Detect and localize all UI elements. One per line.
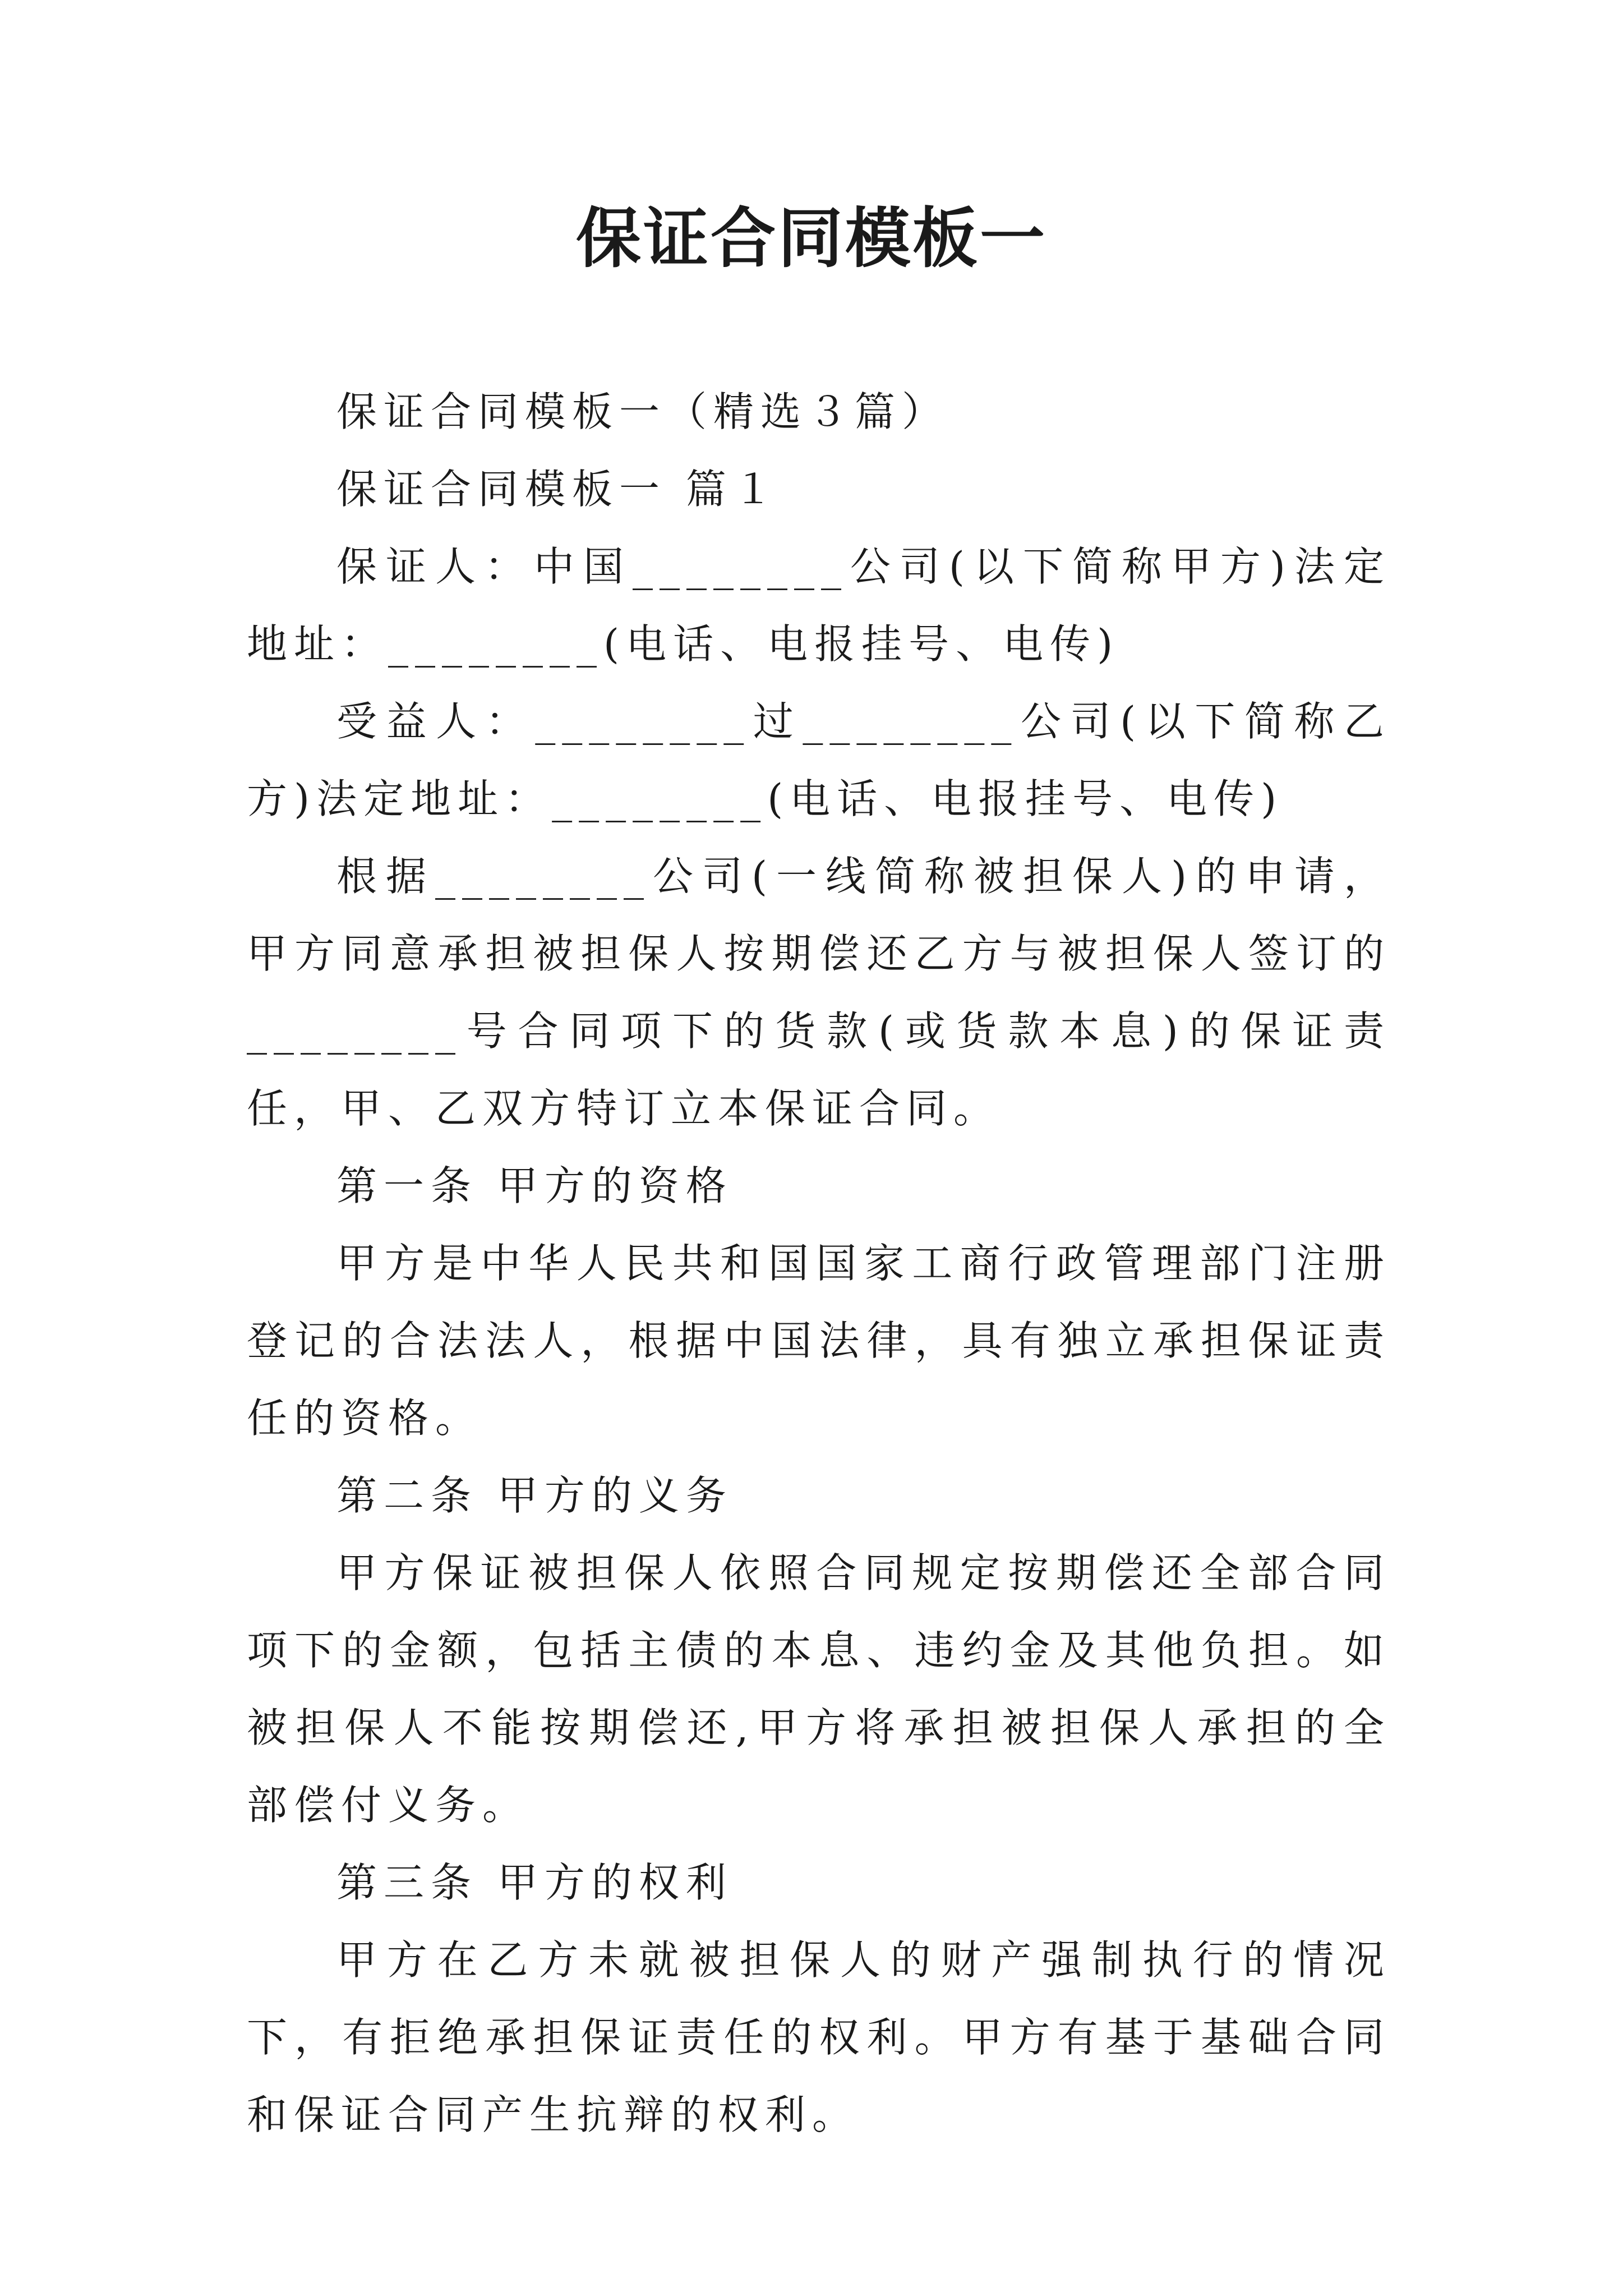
article-1-heading: 第一条 甲方的资格: [336, 1162, 733, 1209]
subtitle-selected: 保证合同模板一（精选３篇）: [336, 388, 949, 435]
article-2-text: 甲方保证被担保人依照合同规定按期偿还全部合同项下的金额，包括主债的本息、违约金及其他负担。如被担保人不能按期偿还,甲方将承担被担保人承担的全部偿付义务。: [247, 1549, 1391, 1829]
article-1-text: 甲方是中华人民共和国国家工商行政管理部门注册登记的合法法人，根据中国法律，具有独立承担保证责任的资格。: [247, 1240, 1391, 1442]
article-3-text: 甲方在乙方未就被担保人的财产强制执行的情况下，有拒绝承担保证责任的权利。甲方有基于基础合同和保证合同产生抗辩的权利。: [247, 1936, 1391, 2138]
document-title: 保证合同模板一: [576, 200, 1047, 277]
document-body: [247, 373, 1391, 2154]
preamble-paragraph: 根据________公司(一线简称被担保人)的申请，甲方同意承担被担保人按期偿还乙方与被担保人签订的________号合同项下的货款(或货款本息)的保证责任，甲、乙双方特订立本保证合同。: [247, 853, 1391, 1132]
beneficiary-paragraph: 受益人：________过________公司(以下简称乙方)法定地址：________(电话、电报挂号、电传): [247, 698, 1391, 822]
guarantor-paragraph: 保证人：中国________公司(以下简称甲方)法定地址：________(电话、电报挂号、电传): [247, 543, 1391, 668]
article-3-heading: 第三条 甲方的权利: [336, 1859, 733, 1906]
article-2-heading: 第二条 甲方的义务: [336, 1472, 733, 1519]
section-heading-part-1: 保证合同模板一 篇１: [336, 466, 780, 513]
